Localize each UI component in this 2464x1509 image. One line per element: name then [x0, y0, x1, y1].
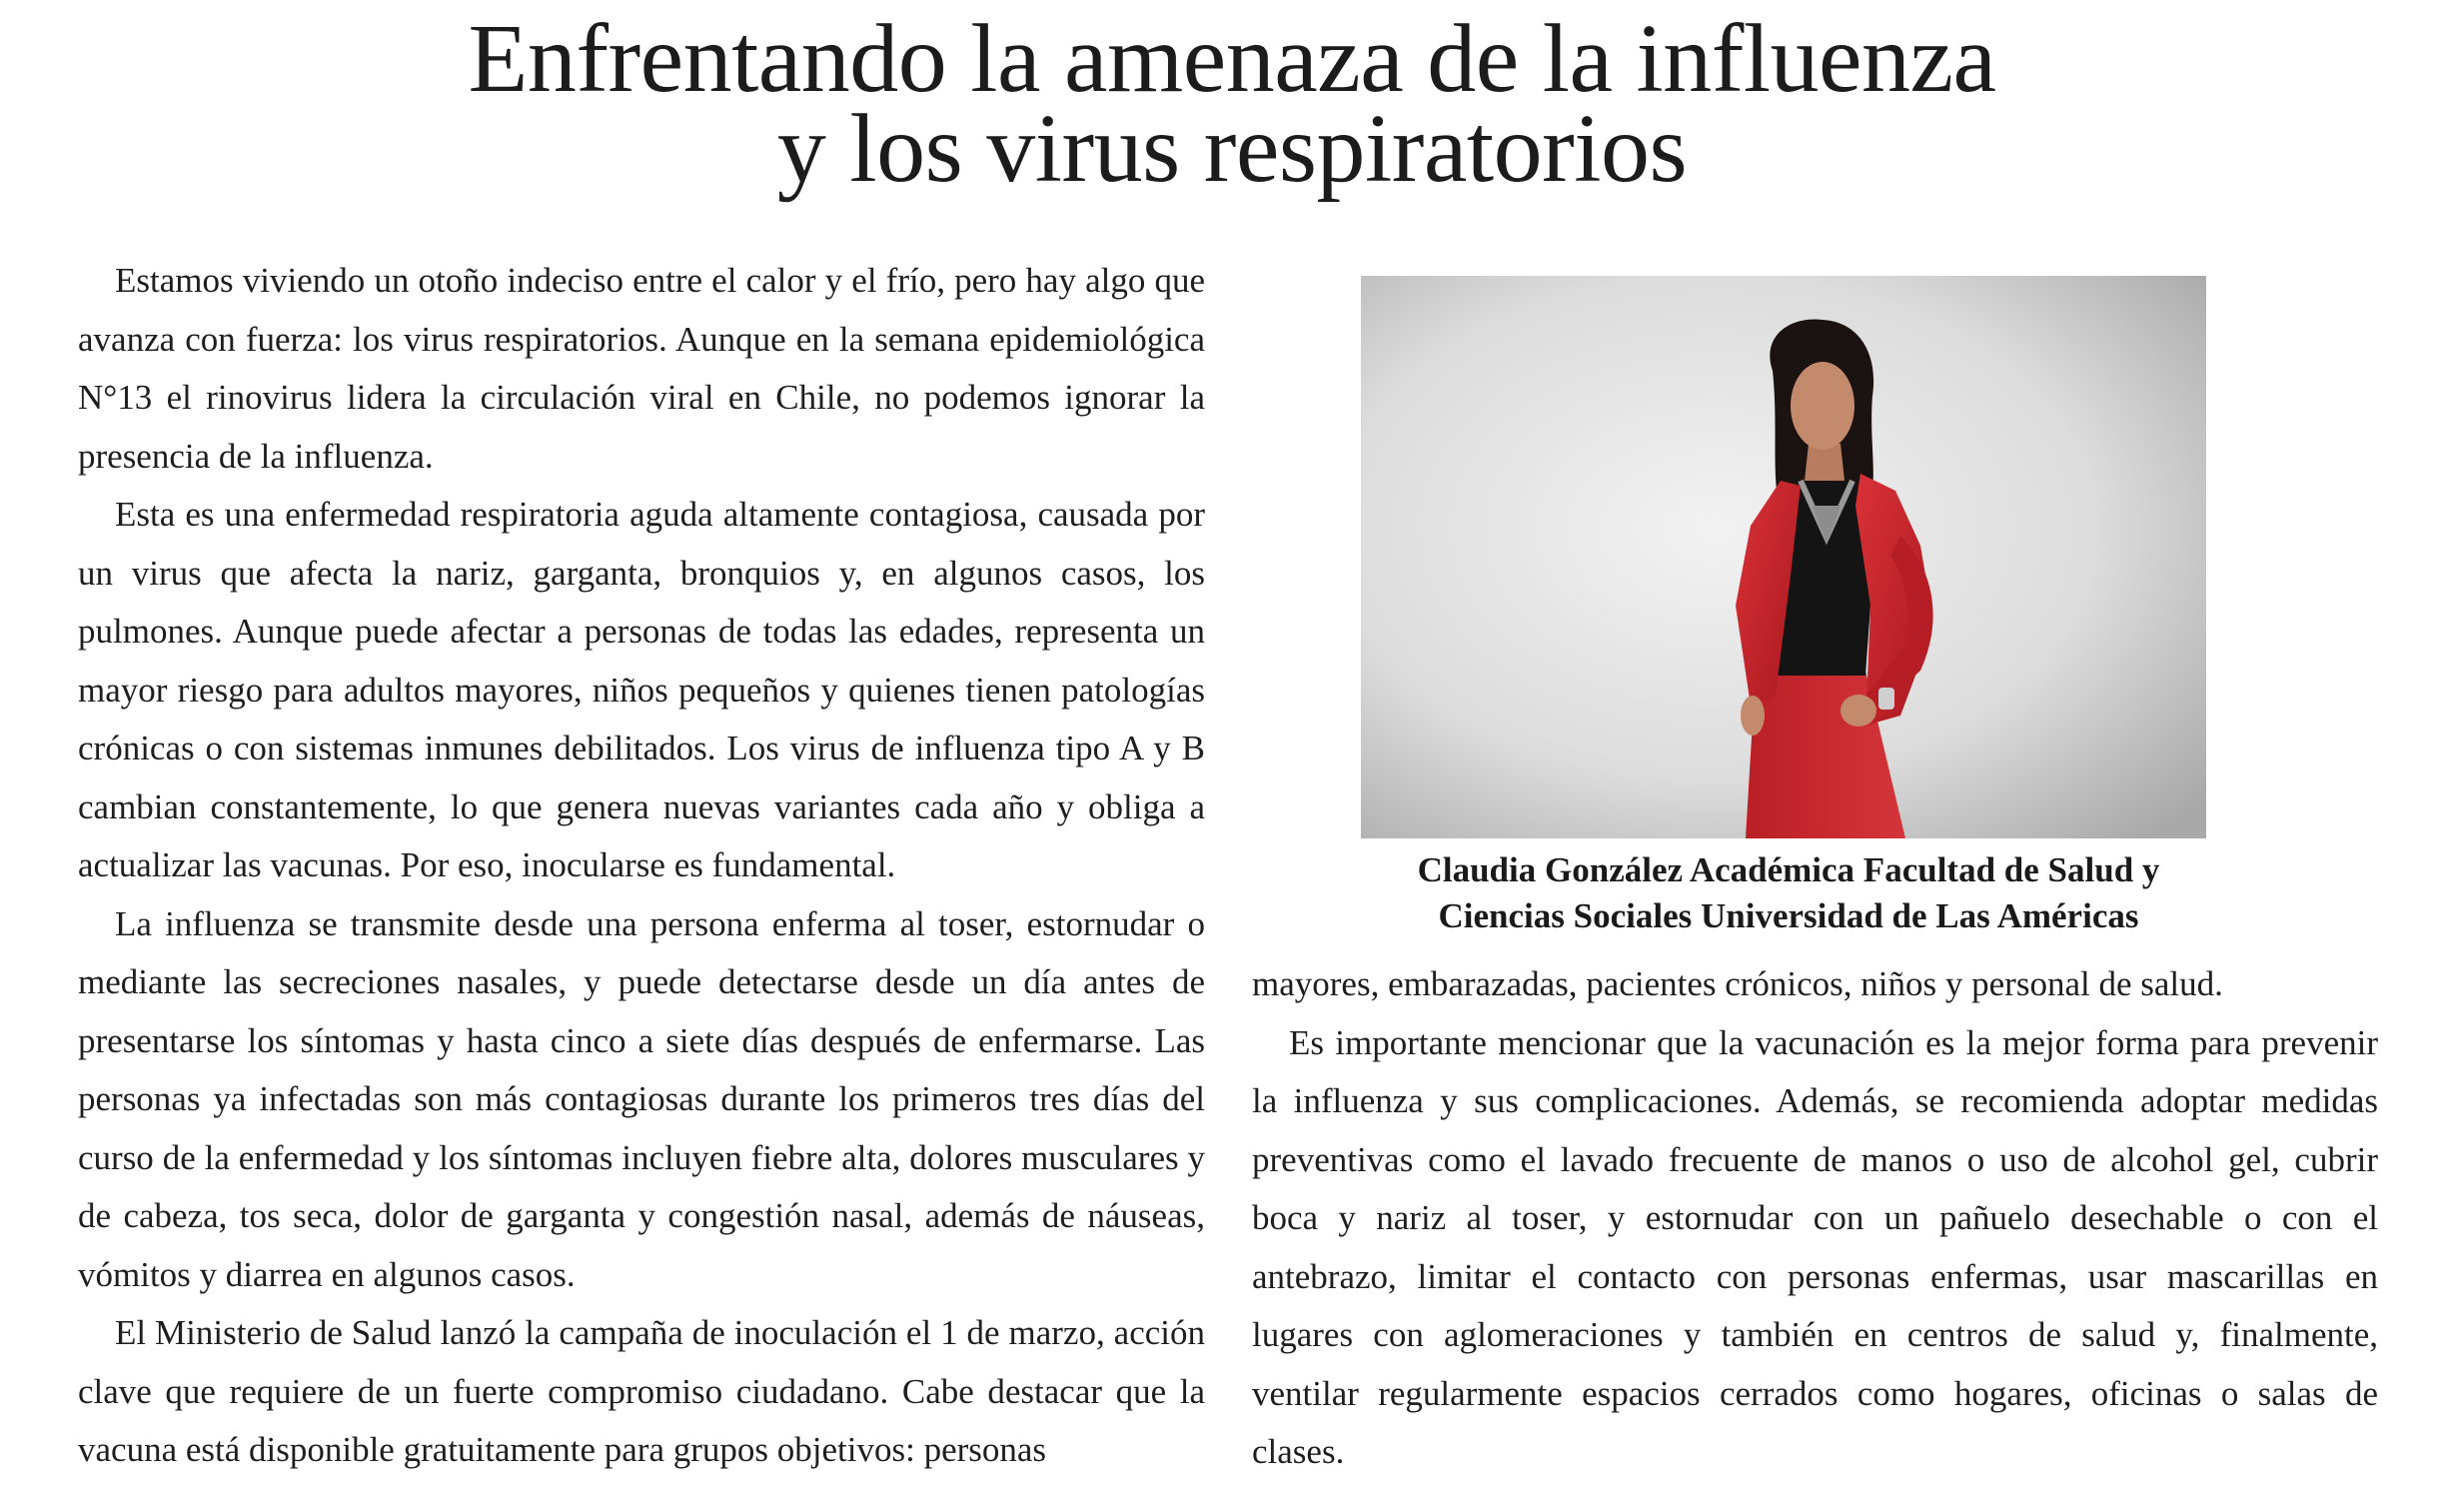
- caption-line-2: Ciencias Sociales Universidad de Las Américas: [1438, 896, 2139, 935]
- portrait-illustration: [1361, 276, 2206, 838]
- paragraph-continuation: mayores, embarazadas, pacientes crónicos, niños y personal de salud.: [1252, 964, 2223, 1003]
- right-column: [1252, 955, 2378, 1482]
- paragraph: Esta es una enfermedad respiratoria aguda altamente contagiosa, causada por un virus que afecta la nariz, garganta, bronquios y, en algunos casos, los pulmones. Aunque puede afectar a personas de todas las edades, representa un mayor riesgo para adultos mayores, niños pequeños y quienes tienen patologías crónicas o con sistemas inmunes debilitados. Los virus de influenza tipo A y B cambian constantemente, lo que genera nuevas variantes cada año y obliga a actualizar las vacunas. Por eso, inocularse es fundamental.: [78, 495, 1205, 884]
- paragraph: Estamos viviendo un otoño indeciso entre el calor y el frío, pero hay algo que avanza con fuerza: los virus respiratorios. Aunque en la semana epidemiológica N°13 el rinovirus lidera la circulación viral en Chile, no podemos ignorar la presencia de la influenza.: [78, 261, 1205, 476]
- photo-caption: [1257, 847, 2320, 939]
- caption-line-1: Claudia González Académica Facultad de Salud y: [1417, 850, 2160, 889]
- face: [1791, 362, 1854, 450]
- hand: [1841, 695, 1876, 727]
- left-column: [78, 252, 1205, 1480]
- article-title: [0, 5, 2464, 203]
- paragraph: La influenza se transmite desde una persona enferma al toser, estornudar o mediante las secreciones nasales, y puede detectarse desde un día antes de presentarse los síntomas y hasta cinco a siete días después de enfermarse. Las personas ya infectadas son más contagiosas durante los primeros tres días del curso de la enfermedad y los síntomas incluyen fiebre alta, dolores musculares y de cabeza, tos seca, dolor de garganta y congestión nasal, además de náuseas, vómitos y diarrea en algunos casos.: [78, 903, 1205, 1294]
- paragraph: Es importante mencionar que la vacunación es la mejor forma para prevenir la influenza y sus complicaciones. Además, se recomienda adoptar medidas preventivas como el lavado frecuente de manos o uso de alcohol gel, cubrir boca y nariz al toser, y estornudar con un pañuelo desechable o con el antebrazo, limitar el contacto con personas enfermas, usar mascarillas en lugares con aglomeraciones y también en centros de salud y, finalmente, ventilar regularmente espacios cerrados como hogares, oficinas o salas de clases.: [1252, 1022, 2378, 1471]
- paragraph: El Ministerio de Salud lanzó la campaña de inoculación el 1 de marzo, acción clave que requiere de un fuerte compromiso ciudadano. Cabe destacar que la vacuna está disponible gratuitamente para grupos objetivos: personas: [78, 1313, 1205, 1469]
- title-line-1: Enfrentando la amenaza de la influenza: [468, 5, 1996, 113]
- title-line-2: y los virus respiratorios: [776, 95, 1688, 203]
- watch: [1878, 688, 1894, 710]
- portrait-photo: [1361, 276, 2206, 838]
